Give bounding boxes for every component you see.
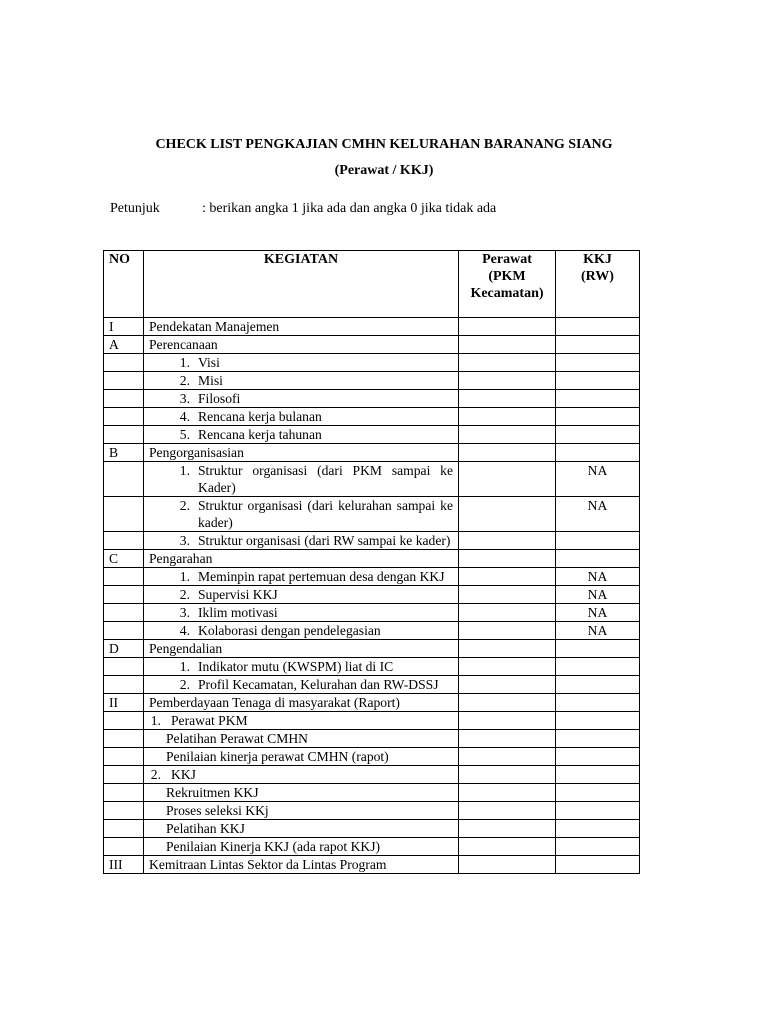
cell-no xyxy=(104,354,144,372)
cell-kkj xyxy=(556,676,640,694)
cell-no xyxy=(104,372,144,390)
header-kegiatan: KEGIATAN xyxy=(144,251,459,318)
cell-no xyxy=(104,766,144,784)
item-number: 1. xyxy=(179,659,190,674)
document-subtitle: (Perawat / KKJ) xyxy=(334,163,434,178)
table-row xyxy=(104,676,640,694)
cell-no xyxy=(104,730,144,748)
cell-kkj xyxy=(556,336,640,354)
cell-perawat xyxy=(459,390,556,408)
cell-kegiatan: Penilaian Kinerja KKJ (ada rapot KKJ) xyxy=(144,838,459,856)
cell-kkj xyxy=(556,802,640,820)
cell-perawat xyxy=(459,676,556,694)
cell-kegiatan xyxy=(144,408,459,426)
cell-perawat xyxy=(459,766,556,784)
cell-kkj xyxy=(556,408,640,426)
cell-perawat xyxy=(459,820,556,838)
cell-no xyxy=(104,497,144,532)
cell-kegiatan: Pengarahan xyxy=(144,550,459,568)
cell-kegiatan xyxy=(144,658,459,676)
cell-kkj: NA xyxy=(556,462,640,497)
item-text: Struktur organisasi (dari RW sampai ke kader) xyxy=(198,533,451,548)
table-row xyxy=(104,856,640,874)
cell-kkj xyxy=(556,748,640,766)
cell-no xyxy=(104,802,144,820)
cell-perawat xyxy=(459,856,556,874)
instruction-text: : berikan angka 1 jika ada dan angka 0 jika tidak ada xyxy=(202,201,497,216)
cell-perawat xyxy=(459,730,556,748)
cell-perawat xyxy=(459,640,556,658)
item-text: Struktur organisasi (dari kelurahan sampai ke kader) xyxy=(198,498,453,530)
cell-kegiatan: Proses seleksi KKj xyxy=(144,802,459,820)
cell-no xyxy=(104,408,144,426)
cell-perawat xyxy=(459,586,556,604)
cell-no xyxy=(104,532,144,550)
cell-kegiatan xyxy=(144,586,459,604)
cell-kkj xyxy=(556,694,640,712)
cell-no: D xyxy=(104,640,144,658)
instruction-label: Petunjuk xyxy=(110,201,160,216)
header-no: NO xyxy=(104,251,144,318)
cell-kegiatan xyxy=(144,372,459,390)
item-text: Meminpin rapat pertemuan desa dengan KKJ xyxy=(198,569,445,584)
item-number: 2. xyxy=(150,767,161,782)
cell-kkj xyxy=(556,390,640,408)
table-row xyxy=(104,372,640,390)
cell-kkj: NA xyxy=(556,586,640,604)
item-number: 2. xyxy=(179,498,190,513)
table-row xyxy=(104,532,640,550)
cell-kegiatan xyxy=(144,766,459,784)
cell-no xyxy=(104,622,144,640)
cell-kegiatan: Pendekatan Manajemen xyxy=(144,318,459,336)
cell-kegiatan xyxy=(144,604,459,622)
table-row xyxy=(104,622,640,640)
cell-kegiatan: Rekruitmen KKJ xyxy=(144,784,459,802)
cell-kkj: NA xyxy=(556,568,640,586)
table-row xyxy=(104,318,640,336)
cell-perawat xyxy=(459,318,556,336)
cell-perawat xyxy=(459,802,556,820)
item-number: 2. xyxy=(179,587,190,602)
document-title: CHECK LIST PENGKAJIAN CMHN KELURAHAN BARANANG SIANG xyxy=(155,137,613,152)
cell-kegiatan xyxy=(144,426,459,444)
item-number: 1. xyxy=(179,463,190,478)
cell-kkj xyxy=(556,640,640,658)
cell-kegiatan: Pelatihan KKJ xyxy=(144,820,459,838)
table-row xyxy=(104,604,640,622)
item-text: Perawat PKM xyxy=(171,713,248,728)
cell-perawat xyxy=(459,462,556,497)
header-perawat xyxy=(459,251,556,318)
cell-no: B xyxy=(104,444,144,462)
cell-no: III xyxy=(104,856,144,874)
item-number: 1. xyxy=(150,713,161,728)
cell-no xyxy=(104,568,144,586)
table-row xyxy=(104,426,640,444)
table-row xyxy=(104,462,640,497)
cell-perawat xyxy=(459,532,556,550)
header-kkj-line1: KKJ xyxy=(583,252,612,267)
cell-no xyxy=(104,676,144,694)
item-number: 3. xyxy=(179,533,190,548)
table-row xyxy=(104,766,640,784)
cell-no: I xyxy=(104,318,144,336)
item-text: Kolaborasi dengan pendelegasian xyxy=(198,623,381,638)
cell-no xyxy=(104,658,144,676)
item-text: Visi xyxy=(198,355,220,370)
cell-kkj: NA xyxy=(556,497,640,532)
cell-kegiatan xyxy=(144,532,459,550)
item-text: Indikator mutu (KWSPM) liat di IC xyxy=(198,659,394,674)
cell-kegiatan xyxy=(144,712,459,730)
cell-kkj xyxy=(556,532,640,550)
cell-perawat xyxy=(459,604,556,622)
cell-kegiatan: Kemitraan Lintas Sektor da Lintas Program xyxy=(144,856,459,874)
table-row xyxy=(104,497,640,532)
cell-kkj xyxy=(556,820,640,838)
cell-no xyxy=(104,784,144,802)
item-number: 1. xyxy=(179,355,190,370)
cell-kegiatan: Penilaian kinerja perawat CMHN (rapot) xyxy=(144,748,459,766)
cell-kkj xyxy=(556,730,640,748)
cell-kegiatan: Pengorganisasian xyxy=(144,444,459,462)
table-row xyxy=(104,712,640,730)
cell-perawat xyxy=(459,784,556,802)
item-text: Filosofi xyxy=(198,391,241,406)
cell-perawat xyxy=(459,568,556,586)
cell-kkj xyxy=(556,426,640,444)
cell-no xyxy=(104,604,144,622)
table-row xyxy=(104,694,640,712)
cell-kegiatan: Perencanaan xyxy=(144,336,459,354)
cell-kkj xyxy=(556,838,640,856)
cell-perawat xyxy=(459,426,556,444)
cell-kkj xyxy=(556,444,640,462)
table-row xyxy=(104,784,640,802)
item-text: Rencana kerja bulanan xyxy=(198,409,322,424)
cell-perawat xyxy=(459,336,556,354)
table-row xyxy=(104,550,640,568)
cell-perawat xyxy=(459,748,556,766)
cell-kegiatan xyxy=(144,622,459,640)
cell-perawat xyxy=(459,622,556,640)
cell-no: C xyxy=(104,550,144,568)
cell-no xyxy=(104,712,144,730)
header-kkj-line2: (RW) xyxy=(581,269,614,284)
table-row xyxy=(104,586,640,604)
cell-kegiatan xyxy=(144,497,459,532)
item-number: 2. xyxy=(179,677,190,692)
cell-kkj xyxy=(556,372,640,390)
table-row xyxy=(104,838,640,856)
item-text: Struktur organisasi (dari PKM sampai ke Kader) xyxy=(198,463,453,495)
header-kkj xyxy=(556,251,640,318)
item-number: 3. xyxy=(179,605,190,620)
cell-perawat xyxy=(459,658,556,676)
table-row xyxy=(104,408,640,426)
item-text: Rencana kerja tahunan xyxy=(198,427,322,442)
cell-no: A xyxy=(104,336,144,354)
cell-kegiatan xyxy=(144,568,459,586)
cell-no xyxy=(104,838,144,856)
table-row xyxy=(104,820,640,838)
cell-kkj xyxy=(556,658,640,676)
item-text: Misi xyxy=(198,373,223,388)
table-row xyxy=(104,444,640,462)
cell-kegiatan: Pemberdayaan Tenaga di masyarakat (Raport) xyxy=(144,694,459,712)
cell-perawat xyxy=(459,497,556,532)
item-text: Profil Kecamatan, Kelurahan dan RW-DSSJ xyxy=(198,677,439,692)
cell-perawat xyxy=(459,550,556,568)
cell-kkj xyxy=(556,856,640,874)
cell-kkj xyxy=(556,354,640,372)
header-perawat-line2: (PKM xyxy=(488,269,526,284)
cell-kegiatan xyxy=(144,676,459,694)
cell-kkj xyxy=(556,318,640,336)
checklist-table xyxy=(103,250,640,874)
item-text: KKJ xyxy=(171,767,196,782)
cell-kkj: NA xyxy=(556,604,640,622)
table-row xyxy=(104,730,640,748)
table-header-row xyxy=(104,251,640,318)
cell-kkj: NA xyxy=(556,622,640,640)
header-perawat-line3: Kecamatan) xyxy=(470,286,544,301)
cell-perawat xyxy=(459,444,556,462)
item-number: 4. xyxy=(179,409,190,424)
cell-no xyxy=(104,748,144,766)
table-row xyxy=(104,390,640,408)
cell-kkj xyxy=(556,550,640,568)
cell-perawat xyxy=(459,838,556,856)
item-number: 1. xyxy=(179,569,190,584)
cell-kegiatan xyxy=(144,462,459,497)
item-text: Supervisi KKJ xyxy=(198,587,278,602)
cell-no xyxy=(104,586,144,604)
cell-no xyxy=(104,820,144,838)
item-number: 5. xyxy=(179,427,190,442)
cell-kegiatan xyxy=(144,354,459,372)
item-number: 3. xyxy=(179,391,190,406)
cell-kegiatan: Pengendalian xyxy=(144,640,459,658)
cell-no xyxy=(104,426,144,444)
cell-no: II xyxy=(104,694,144,712)
cell-perawat xyxy=(459,694,556,712)
cell-perawat xyxy=(459,372,556,390)
item-number: 4. xyxy=(179,623,190,638)
cell-perawat xyxy=(459,408,556,426)
cell-kegiatan: Pelatihan Perawat CMHN xyxy=(144,730,459,748)
table-row xyxy=(104,568,640,586)
item-number: 2. xyxy=(179,373,190,388)
checklist-body xyxy=(104,318,640,874)
table-row xyxy=(104,354,640,372)
table-row xyxy=(104,748,640,766)
table-row xyxy=(104,802,640,820)
header-perawat-line1: Perawat xyxy=(482,252,532,267)
cell-perawat xyxy=(459,712,556,730)
cell-no xyxy=(104,462,144,497)
table-row xyxy=(104,658,640,676)
cell-perawat xyxy=(459,354,556,372)
table-row xyxy=(104,336,640,354)
cell-kkj xyxy=(556,712,640,730)
cell-kkj xyxy=(556,784,640,802)
item-text: Iklim motivasi xyxy=(198,605,278,620)
cell-no xyxy=(104,390,144,408)
cell-kkj xyxy=(556,766,640,784)
cell-kegiatan xyxy=(144,390,459,408)
table-row xyxy=(104,640,640,658)
